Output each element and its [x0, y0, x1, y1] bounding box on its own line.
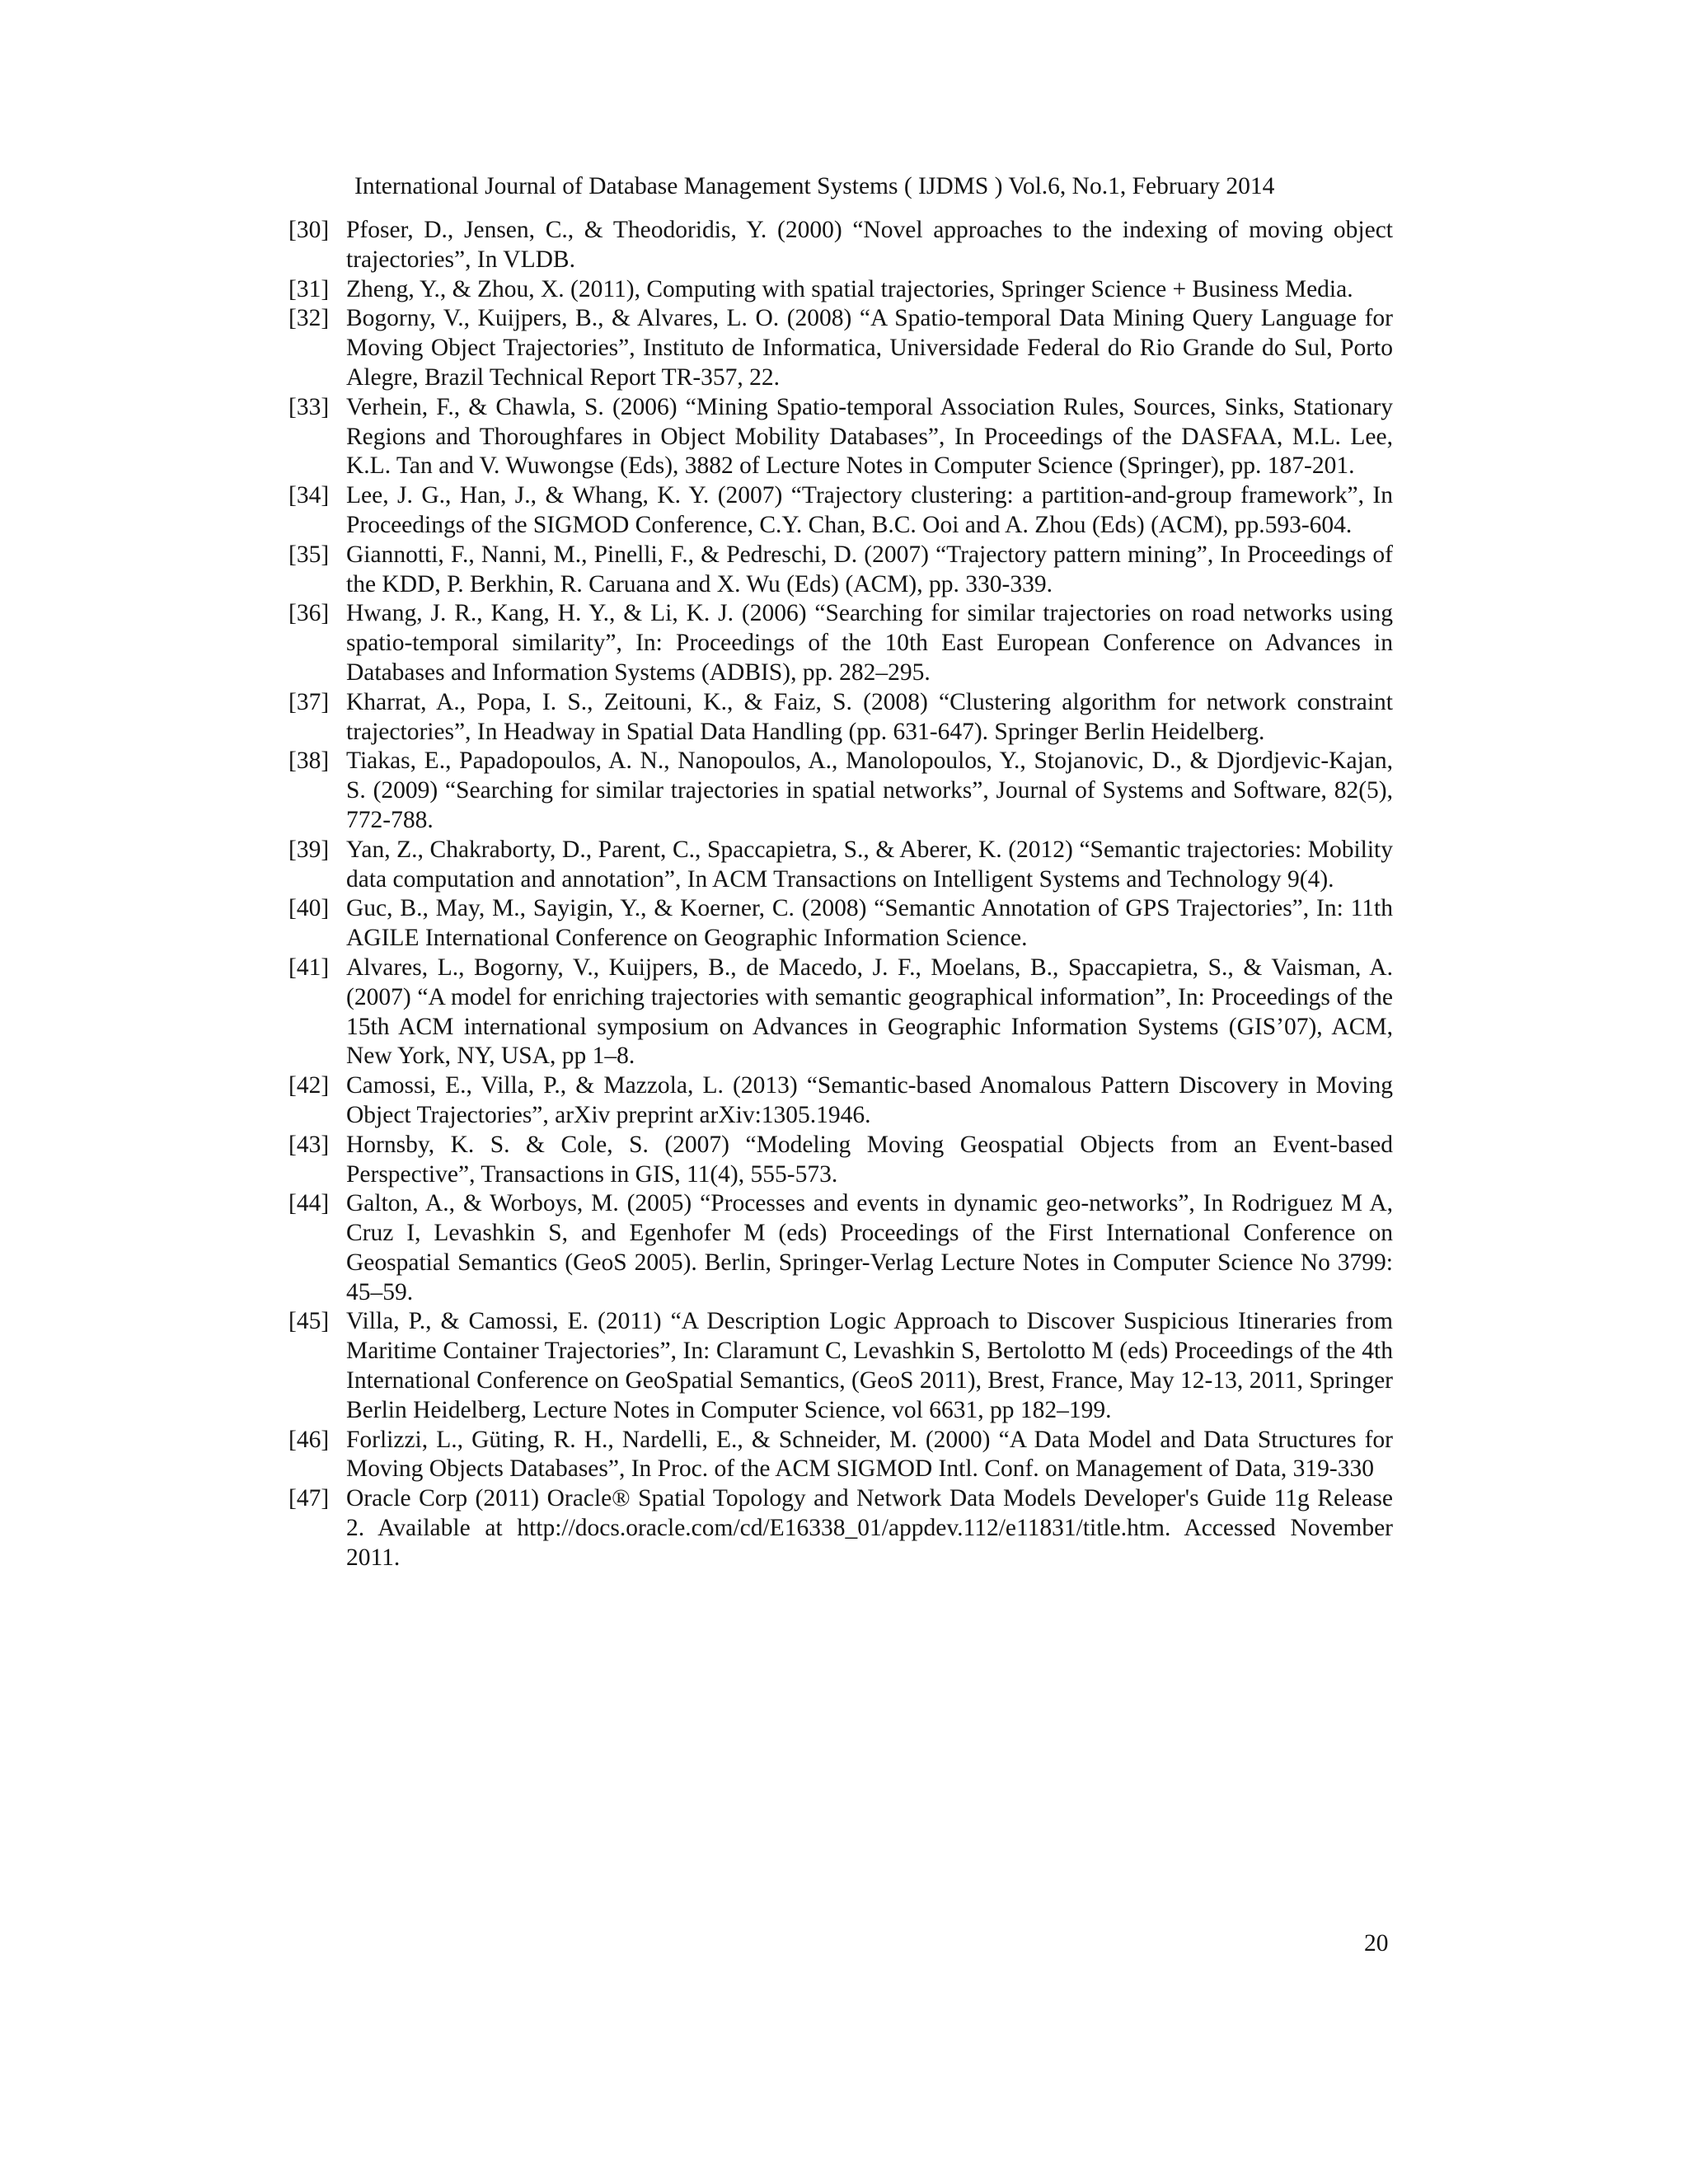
reference-text: Hwang, J. R., Kang, H. Y., & Li, K. J. (2006) “Searching for similar trajectories on road networks using spatio-temporal similarity”, In: Proceedings of the 10th East European Conference on Advances in Databases and Information Systems (ADBIS), pp. 282–295. [346, 600, 1393, 686]
reference-number: [32] [288, 305, 330, 332]
reference-number: [43] [288, 1131, 330, 1158]
page-number: 20 [1364, 1930, 1389, 1957]
reference-item [288, 1131, 1393, 1190]
reference-text: Camossi, E., Villa, P., & Mazzola, L. (2013) “Semantic-based Anomalous Pattern Discovery in Moving Object Trajectories”, arXiv preprint arXiv:1305.1946. [346, 1072, 1393, 1128]
reference-item [288, 481, 1393, 541]
reference-number: [31] [288, 275, 330, 302]
reference-item [288, 275, 1393, 305]
reference-item [288, 1189, 1393, 1307]
reference-item [288, 393, 1393, 481]
reference-list [288, 216, 1393, 1573]
reference-number: [38] [288, 748, 330, 775]
reference-number: [47] [288, 1485, 330, 1512]
reference-item [288, 1484, 1393, 1572]
reference-number: [37] [288, 688, 330, 715]
reference-number: [39] [288, 836, 330, 863]
reference-number: [46] [288, 1426, 330, 1453]
reference-item [288, 894, 1393, 954]
reference-text: Oracle Corp (2011) Oracle® Spatial Topology and Network Data Models Developer's Guide 11g Release 2. Available at http://docs.oracle.com/cd/E16338_01/appdev.112/e11831/title.htm. Accessed November 2011. [346, 1485, 1393, 1571]
reference-text: Kharrat, A., Popa, I. S., Zeitouni, K., & Faiz, S. (2008) “Clustering algorithm for network constraint trajectories”, In Headway in Spatial Data Handling (pp. 631-647). Springer Berlin Heidelberg. [346, 688, 1393, 745]
reference-number: [35] [288, 541, 330, 568]
reference-text: Lee, J. G., Han, J., & Whang, K. Y. (2007) “Trajectory clustering: a partition-and-group framework”, In Proceedings of the SIGMOD Conference, C.Y. Chan, B.C. Ooi and A. Zhou (Eds) (ACM), pp.593-604. [346, 482, 1393, 538]
reference-number: [42] [288, 1072, 330, 1099]
reference-text: Bogorny, V., Kuijpers, B., & Alvares, L. O. (2008) “A Spatio-temporal Data Mining Query Language for Moving Object Trajectories”, Instituto de Informatica, Universidade Federal do Rio Grande do Sul, Porto Alegre, Brazil Technical Report TR-357, 22. [346, 305, 1393, 391]
reference-number: [33] [288, 393, 330, 420]
reference-number: [44] [288, 1190, 330, 1217]
reference-text: Hornsby, K. S. & Cole, S. (2007) “Modeling Moving Geospatial Objects from an Event-based Perspective”, Transactions in GIS, 11(4), 555-573. [346, 1131, 1393, 1188]
reference-text: Yan, Z., Chakraborty, D., Parent, C., Spaccapietra, S., & Aberer, K. (2012) “Semantic trajectories: Mobility data computation and annotation”, In ACM Transactions on Intelligent Systems and Technology 9(4). [346, 836, 1393, 893]
reference-text: Forlizzi, L., Güting, R. H., Nardelli, E., & Schneider, M. (2000) “A Data Model and Data Structures for Moving Objects Databases”, In Proc. of the ACM SIGMOD Intl. Conf. on Management of Data, 319-330 [346, 1426, 1393, 1483]
reference-text: Alvares, L., Bogorny, V., Kuijpers, B., de Macedo, J. F., Moelans, B., Spaccapietra, S., & Vaisman, A. (2007) “A model for enriching trajectories with semantic geographical information”, In: Proceedings of the 15th ACM international symposium on Advances in Geographic Information Systems (GIS’07), ACM, New York, NY, USA, pp 1–8. [346, 954, 1393, 1070]
reference-number: [41] [288, 954, 330, 981]
reference-text: Galton, A., & Worboys, M. (2005) “Processes and events in dynamic geo-networks”, In Rodriguez M A, Cruz I, Levashkin S, and Egenhofer M (eds) Proceedings of the First International Conference on Geospatial Semantics (GeoS 2005). Berlin, Springer-Verlag Lecture Notes in Computer Science No 3799: 45–59. [346, 1190, 1393, 1305]
reference-text: Guc, B., May, M., Sayigin, Y., & Koerner, C. (2008) “Semantic Annotation of GPS Trajectories”, In: 11th AGILE International Conference on Geographic Information Science. [346, 895, 1393, 952]
reference-text: Zheng, Y., & Zhou, X. (2011), Computing with spatial trajectories, Springer Science + Business Media. [346, 275, 1353, 302]
reference-item [288, 1307, 1393, 1425]
reference-text: Pfoser, D., Jensen, C., & Theodoridis, Y. (2000) “Novel approaches to the indexing of moving object trajectories”, In VLDB. [346, 217, 1393, 273]
reference-item [288, 599, 1393, 687]
reference-number: [30] [288, 217, 330, 243]
reference-item [288, 216, 1393, 275]
reference-number: [40] [288, 895, 330, 922]
reference-item [288, 304, 1393, 392]
reference-text: Verhein, F., & Chawla, S. (2006) “Mining Spatio-temporal Association Rules, Sources, Sinks, Stationary Regions and Thoroughfares in Object Mobility Databases”, In Proceedings of the DASFAA, M.L. Lee, K.L. Tan and V. Wuwongse (Eds), 3882 of Lecture Notes in Computer Science (Springer), pp. 187-201. [346, 393, 1393, 480]
reference-number: [36] [288, 600, 330, 627]
reference-item [288, 1426, 1393, 1485]
reference-item [288, 954, 1393, 1071]
reference-item [288, 688, 1393, 748]
reference-item [288, 836, 1393, 895]
reference-item [288, 1071, 1393, 1131]
running-header: International Journal of Database Management Systems ( IJDMS ) Vol.6, No.1, February 2014 [354, 173, 1275, 199]
reference-text: Tiakas, E., Papadopoulos, A. N., Nanopoulos, A., Manolopoulos, Y., Stojanovic, D., & Djordjevic-Kajan, S. (2009) “Searching for similar trajectories in spatial networks”, Journal of Systems and Software, 82(5), 772-788. [346, 748, 1393, 833]
reference-number: [34] [288, 482, 330, 509]
reference-text: Villa, P., & Camossi, E. (2011) “A Description Logic Approach to Discover Suspicious Itineraries from Maritime Container Trajectories”, In: Claramunt C, Levashkin S, Bertolotto M (eds) Proceedings of the 4th International Conference on GeoSpatial Semantics, (GeoS 2011), Brest, France, May 12-13, 2011, Springer Berlin Heidelberg, Lecture Notes in Computer Science, vol 6631, pp 182–199. [346, 1308, 1393, 1423]
reference-text: Giannotti, F., Nanni, M., Pinelli, F., & Pedreschi, D. (2007) “Trajectory pattern mining”, In Proceedings of the KDD, P. Berkhin, R. Caruana and X. Wu (Eds) (ACM), pp. 330-339. [346, 541, 1393, 598]
reference-number: [45] [288, 1308, 330, 1335]
reference-item [288, 541, 1393, 600]
reference-item [288, 747, 1393, 835]
